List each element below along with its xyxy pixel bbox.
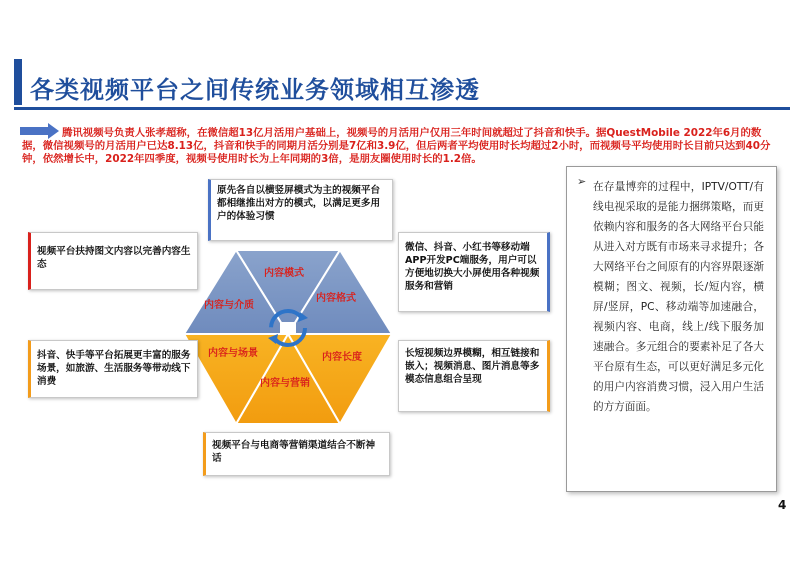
title-accent-bar bbox=[14, 59, 22, 105]
intro-text: 腾讯视频号负责人张孝超称，在微信超13亿月活用户基础上，视频号的月活用户仅用三年时间就超过了抖音和快手。据QuestMobile 2022年6月的数据，微信视频号的月活用户已达8.13亿，抖音和快手的同期月活分别是7亿和3.9亿，但后两者平均使用时长均超过2小时，而视频号平均使用时长目前只达到40分钟，依然增长中，2022年四季度，视频号使用时长为上年同期的3倍，是朋友圈使用时长的1.2倍。 bbox=[22, 127, 771, 166]
label-content-format: 内容格式 bbox=[316, 293, 356, 304]
title-underline bbox=[14, 107, 790, 110]
summary-text: 在存量博弈的过程中，IPTV/OTT/有线电视采取的是能力捆绑策略，而更依赖内容和服务的各大网络平台只能从进入对方既有市场来寻求提升；各大网络平台之间原有的内容界限逐渐模糊；图文、视频，长/短内容，横屏/竖屏，PC、移动端等加速融合，视频内容、电商，线上/线下服务加速融合。多元组合的要素补足了各大平台原有生态，可以更好满足多元化的用户内容消费习惯，浸入用户生活的方方面面。 bbox=[593, 181, 764, 413]
label-content-scene: 内容与场景 bbox=[208, 348, 258, 359]
callout-image-text: 视频平台扶持图文内容以完善内容生态 bbox=[28, 232, 198, 290]
label-content-marketing: 内容与营销 bbox=[260, 378, 310, 389]
callout-cross-device: 微信、抖音、小红书等移动端APP开发PC端服务，用户可以方便地切换大小屏使用各种视频服务和营销 bbox=[398, 232, 550, 312]
page-title: 各类视频平台之间传统业务领域相互渗透 bbox=[30, 76, 480, 104]
label-content-length: 内容长度 bbox=[322, 352, 362, 363]
page-number: 4 bbox=[778, 498, 787, 512]
label-content-mode: 内容模式 bbox=[264, 268, 304, 279]
intro-paragraph bbox=[22, 127, 774, 167]
callout-service-scenes: 抖音、快手等平台拓展更丰富的服务场景，如旅游、生活服务等带动线下消费 bbox=[28, 340, 198, 398]
bullet-arrow-icon: ➢ bbox=[577, 175, 587, 188]
callout-video-length: 长短视频边界模糊，相互链接和嵌入；视频消息、图片消息等多模态信息组合呈现 bbox=[398, 340, 550, 412]
callout-ecommerce: 视频平台与电商等营销渠道结合不断神话 bbox=[203, 432, 390, 476]
summary-panel bbox=[566, 166, 777, 492]
hexagon-diagram bbox=[178, 246, 402, 432]
label-content-medium: 内容与介质 bbox=[204, 300, 254, 311]
callout-screen-mode: 原先各自以横竖屏模式为主的视频平台都相继推出对方的模式，以满足更多用户的体验习惯 bbox=[208, 179, 393, 241]
